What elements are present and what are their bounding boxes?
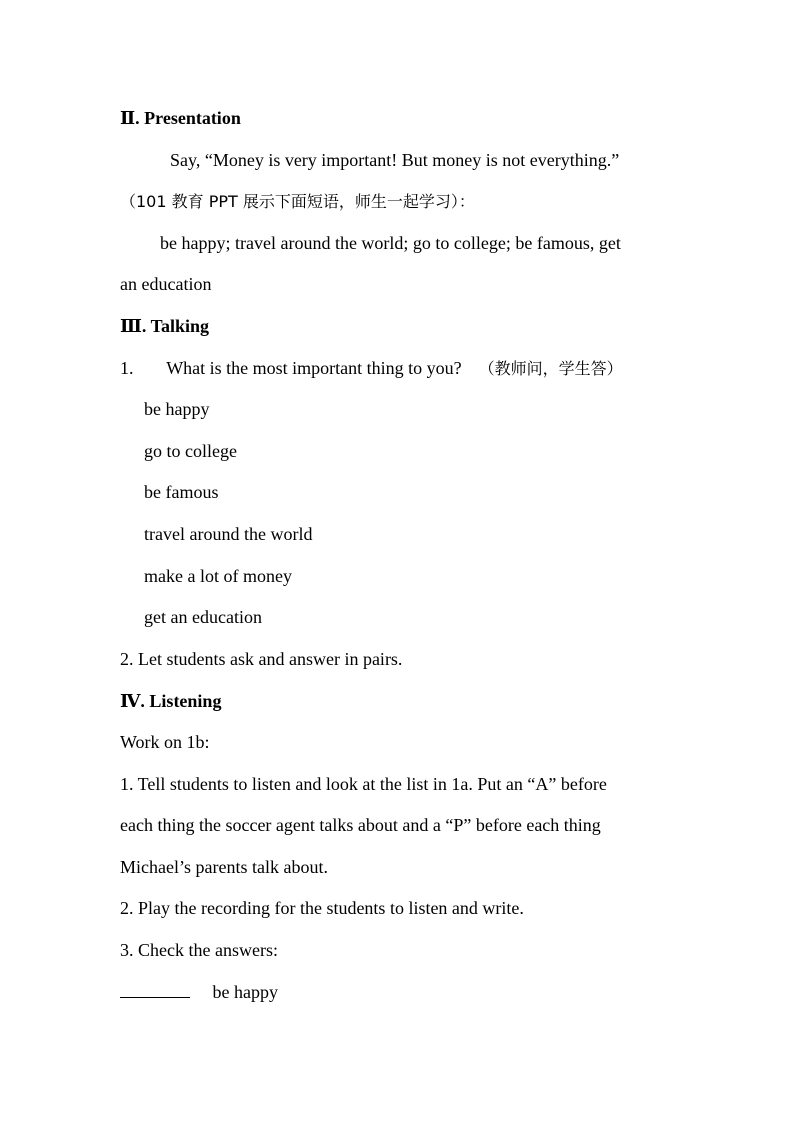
talking-option: travel around the world xyxy=(144,524,313,544)
listening-step-3: 3. Check the answers: xyxy=(120,940,278,960)
listening-step-1-line1: 1. Tell students to listen and look at the list in 1a. Put an “A” before xyxy=(120,774,607,794)
presentation-heading: Ⅱ. Presentation xyxy=(120,108,241,128)
answer-row xyxy=(120,981,278,1003)
talking-q1-text: What is the most important thing to you? xyxy=(166,358,462,378)
presentation-instruction: （101 教育 PPT 展示下面短语，师生一起学习）： xyxy=(120,192,475,211)
listening-step-1-line3: Michael’s parents talk about. xyxy=(120,857,328,877)
listening-step-1-line2: each thing the soccer agent talks about and a “P” before each thing xyxy=(120,815,601,835)
talking-option: be famous xyxy=(144,482,219,502)
talking-step-2: 2. Let students ask and answer in pairs. xyxy=(120,649,403,669)
presentation-phrases-line2: an education xyxy=(120,274,212,294)
talking-heading: Ⅲ. Talking xyxy=(120,316,209,336)
talking-q1-note: （教师问，学生答） xyxy=(478,359,623,378)
listening-heading: Ⅳ. Listening xyxy=(120,691,222,711)
listening-step-2: 2. Play the recording for the students to listen and write. xyxy=(120,898,524,918)
talking-option: get an education xyxy=(144,607,262,627)
talking-question-1 xyxy=(120,357,623,380)
answer-item-label: be happy xyxy=(212,982,278,1002)
answer-blank xyxy=(120,981,190,998)
talking-q1-number: 1. xyxy=(120,358,134,378)
listening-work-on: Work on 1b: xyxy=(120,732,210,752)
presentation-say: Say, “Money is very important! But money is not everything.” xyxy=(170,150,620,170)
talking-option: make a lot of money xyxy=(144,566,292,586)
presentation-phrases-line1: be happy; travel around the world; go to college; be famous, get xyxy=(160,233,621,253)
talking-option: go to college xyxy=(144,441,237,461)
talking-option: be happy xyxy=(144,399,210,419)
